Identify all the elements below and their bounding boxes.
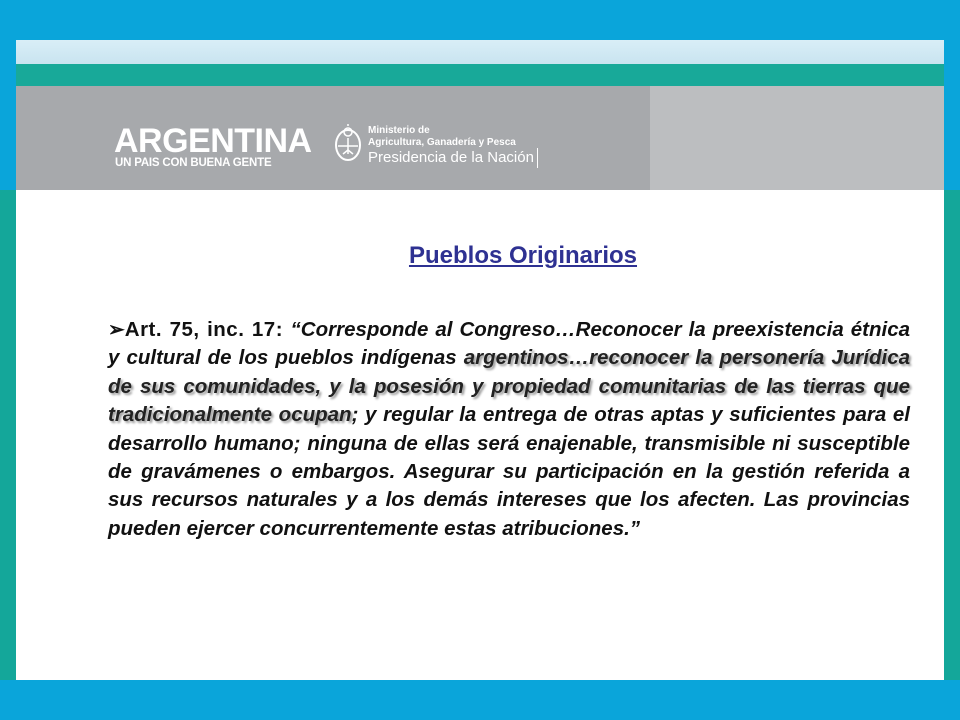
slide-title: Pueblos Originarios (408, 242, 638, 269)
header-divider (537, 148, 538, 168)
quote-part-1: “Corresponde al Congreso…Reconocer la preexistencia étnica y cultural de los pueblos indígenas (108, 318, 910, 370)
slide-panel (16, 40, 944, 680)
arrow-bullet-icon: ➢ (108, 319, 125, 341)
article-paragraph (108, 316, 910, 543)
article-reference: Art. 75, inc. 17: (124, 318, 291, 341)
quote-part-2: ; y regular la entrega de otras aptas y suficientes para el desarrollo humano; ninguna de ellas será enajenable, transmisible ni susceptible de gravámenes o embargos. Asegurar su participación en la gestión referida a sus recursos naturales y a los demás intereses que los afecten. Las provincias pueden ejercer concurrentemente estas atribuciones.” (108, 403, 910, 540)
presidencia-label: Presidencia de la Nación (368, 149, 534, 166)
national-seal-icon (332, 124, 364, 164)
argentina-logo-text: ARGENTINA (114, 122, 312, 160)
header-banner-right (650, 86, 944, 190)
slide-top-strip (16, 40, 944, 64)
ministry-name-line2: Agricultura, Ganadería y Pesca (368, 137, 516, 148)
argentina-logo-tagline: UN PAIS CON BUENA GENTE (115, 157, 272, 169)
background-bottom-band (0, 680, 960, 720)
ministry-name-line1: Ministerio de (368, 125, 430, 136)
quote-emphasis: argentinos…reconocer la personería Jurídica de sus comunidades, y la posesión y propiedad comunitarias de las tierras que tradicionalmente ocupan (108, 346, 910, 427)
slide-green-strip (16, 64, 944, 86)
